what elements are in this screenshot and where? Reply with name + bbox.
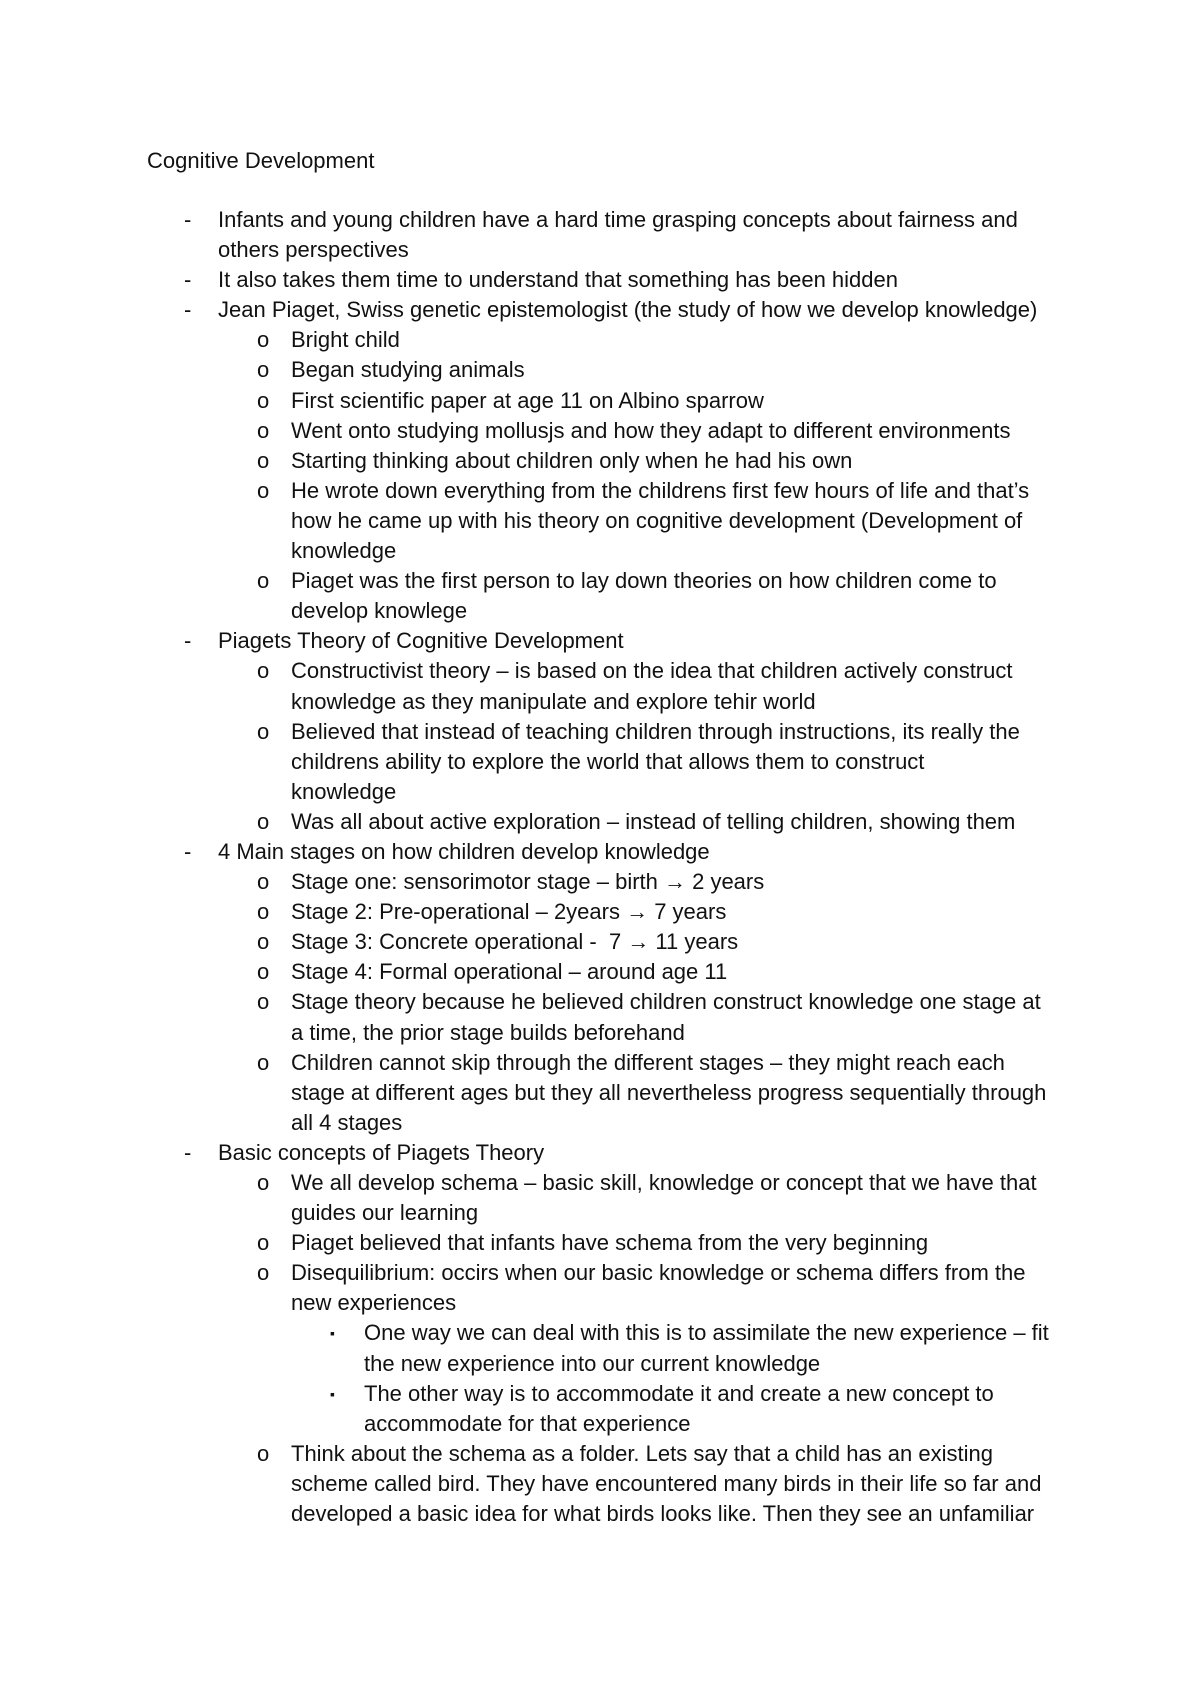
list-item-text-line: how he came up with his theory on cognitive development (Development of	[291, 507, 1023, 533]
list-item-text-line: Jean Piaget, Swiss genetic epistemologist (the study of how we develop knowledge)	[218, 297, 1038, 323]
list-item-text-line: a time, the prior stage builds beforehand	[291, 1019, 685, 1045]
list-item-text-line: guides our learning	[291, 1200, 479, 1226]
list-item-text-line: Stage 4: Formal operational – around age 11	[291, 959, 728, 985]
circle-bullet-marker: o	[257, 568, 270, 594]
list-item-text-line: childrens ability to explore the world that allows them to construct	[291, 748, 925, 774]
list-item-text-line: 4 Main stages on how children develop knowledge	[218, 838, 710, 864]
list-item	[0, 1048, 1200, 1138]
list-item-text-line: knowledge	[291, 538, 397, 564]
list-item-text-line: One way we can deal with this is to assimilate the new experience – fit	[364, 1320, 1049, 1346]
list-item	[0, 1379, 1200, 1439]
list-item	[0, 416, 1200, 446]
list-item	[0, 325, 1200, 355]
list-item	[0, 1439, 1200, 1529]
list-item-text-line: developed a basic idea for what birds looks like. Then they see an unfamiliar	[291, 1501, 1035, 1527]
dash-bullet-marker: -	[184, 207, 192, 232]
list-item-text-line: accommodate for that experience	[364, 1410, 691, 1436]
list-item	[0, 837, 1200, 867]
circle-bullet-marker: o	[257, 989, 270, 1015]
page-title: Cognitive Development	[147, 148, 375, 173]
circle-bullet-marker: o	[257, 1049, 270, 1075]
list-item-text-line: all 4 stages	[291, 1109, 403, 1135]
list-item-text-line: stage at different ages but they all nevertheless progress sequentially through	[291, 1079, 1047, 1105]
circle-bullet-marker: o	[257, 387, 270, 413]
circle-bullet-marker: o	[257, 1260, 270, 1286]
list-item-text-line: Believed that instead of teaching children through instructions, its really the	[291, 718, 1020, 744]
circle-bullet-marker: o	[257, 658, 270, 684]
list-item-text-line: Piagets Theory of Cognitive Development	[218, 628, 624, 654]
list-item-text-line: Constructivist theory – is based on the idea that children actively construct	[291, 658, 1013, 684]
dash-bullet-marker: -	[184, 838, 192, 864]
list-item-text-line: He wrote down everything from the childrens first few hours of life and that’s	[291, 477, 1030, 503]
square-bullet-icon: ▪	[330, 1385, 335, 1402]
list-item-text-line: Piaget was the first person to lay down theories on how children come to	[291, 568, 997, 594]
dash-bullet-marker: -	[184, 267, 192, 293]
circle-bullet-marker: o	[257, 718, 270, 744]
list-item-text-line: develop knowlege	[291, 598, 468, 624]
list-item-text-line: the new experience into our current knowledge	[364, 1350, 821, 1376]
list-item	[0, 927, 1200, 957]
circle-bullet-marker: o	[257, 1170, 270, 1195]
list-item	[0, 1318, 1200, 1378]
list-item	[0, 987, 1200, 1047]
circle-bullet-marker: o	[257, 447, 270, 473]
circle-bullet-marker: o	[257, 327, 270, 353]
square-bullet-icon: ▪	[330, 1325, 335, 1342]
bullet-list	[0, 205, 1200, 1529]
list-item	[0, 656, 1200, 716]
list-item-text-line: Began studying animals	[291, 357, 525, 383]
dash-bullet-marker: -	[184, 297, 192, 323]
list-item-text-line: The other way is to accommodate it and create a new concept to	[364, 1380, 994, 1406]
list-item-text-line: Disequilibrium: occirs when our basic knowledge or schema differs from the	[291, 1260, 1026, 1286]
list-item-text-line: Went onto studying mollusjs and how they adapt to different environments	[291, 417, 1011, 443]
list-item	[0, 566, 1200, 626]
list-item	[0, 386, 1200, 416]
list-item-text-line: Infants and young children have a hard time grasping concepts about fairness and	[218, 207, 1018, 232]
list-item-text-line: knowledge as they manipulate and explore tehir world	[291, 688, 816, 714]
list-item	[0, 1258, 1200, 1318]
list-item-text-line: Think about the schema as a folder. Lets say that a child has an existing	[291, 1440, 993, 1466]
list-item-text-line: Stage theory because he believed children construct knowledge one stage at	[291, 989, 1041, 1015]
circle-bullet-marker: o	[257, 1230, 270, 1256]
list-item-text-line: knowledge	[291, 778, 397, 804]
circle-bullet-marker: o	[257, 869, 270, 895]
list-item-text-line: We all develop schema – basic skill, knowledge or concept that we have that	[291, 1170, 1037, 1195]
circle-bullet-marker: o	[257, 477, 270, 503]
list-item	[0, 205, 1200, 265]
circle-bullet-marker: o	[257, 899, 270, 925]
list-item	[0, 807, 1200, 837]
list-item-text-line: new experiences	[291, 1290, 457, 1316]
circle-bullet-marker: o	[257, 417, 270, 443]
list-item	[0, 717, 1200, 807]
dash-bullet-marker: -	[184, 1139, 192, 1165]
list-item-text-line: Stage one: sensorimotor stage – birth → 2 years	[291, 869, 765, 895]
list-item-text-line: It also takes them time to understand that something has been hidden	[218, 267, 898, 293]
list-item-text-line: Piaget believed that infants have schema from the very beginning	[291, 1230, 929, 1256]
circle-bullet-marker: o	[257, 959, 270, 985]
list-item	[0, 265, 1200, 295]
list-item-text-line: scheme called bird. They have encountered many birds in their life so far and	[291, 1470, 1042, 1496]
list-item	[0, 446, 1200, 476]
list-item-text-line: Children cannot skip through the different stages – they might reach each	[291, 1049, 1005, 1075]
list-item-text-line: Basic concepts of Piagets Theory	[218, 1139, 545, 1165]
list-item-text-line: Stage 2: Pre-operational – 2years → 7 years	[291, 899, 727, 925]
list-item	[0, 1168, 1200, 1228]
list-item-text-line: others perspectives	[218, 237, 409, 263]
list-item	[0, 1228, 1200, 1258]
list-item-text-line: First scientific paper at age 11 on Albino sparrow	[291, 387, 764, 413]
list-item-text-line: Stage 3: Concrete operational - 7 → 11 years	[291, 929, 739, 955]
list-item	[0, 355, 1200, 385]
list-item	[0, 897, 1200, 927]
list-item-text-line: Bright child	[291, 327, 400, 353]
circle-bullet-marker: o	[257, 357, 270, 383]
circle-bullet-marker: o	[257, 1440, 270, 1466]
circle-bullet-marker: o	[257, 929, 270, 955]
list-item-text-line: Starting thinking about children only when he had his own	[291, 447, 853, 473]
list-item	[0, 295, 1200, 325]
circle-bullet-marker: o	[257, 808, 270, 834]
list-item	[0, 626, 1200, 656]
list-item-text-line: Was all about active exploration – instead of telling children, showing them	[291, 808, 1016, 834]
list-item	[0, 1138, 1200, 1168]
list-item	[0, 957, 1200, 987]
list-item	[0, 476, 1200, 566]
dash-bullet-marker: -	[184, 628, 192, 654]
list-item	[0, 867, 1200, 897]
